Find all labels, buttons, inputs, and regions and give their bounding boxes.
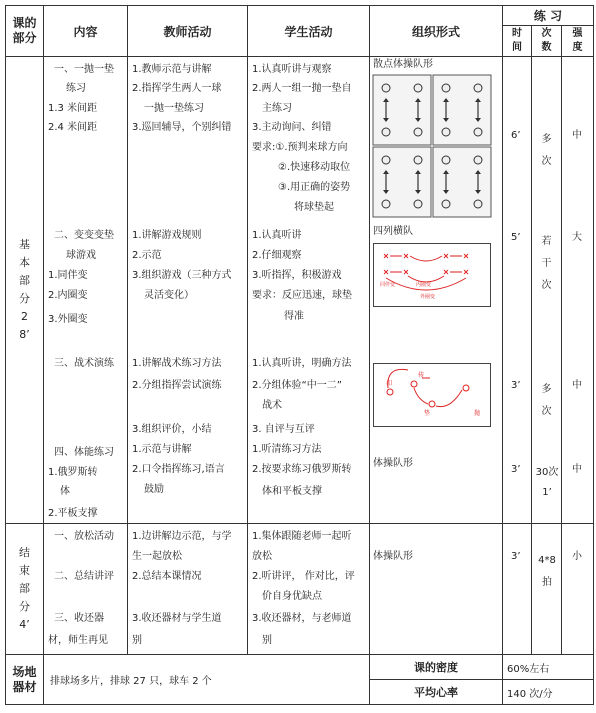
content-1-line: 2.4 米间距 bbox=[48, 122, 98, 133]
end-intensity: 小 bbox=[572, 551, 582, 562]
content-2-line: 1.同伴变 bbox=[48, 270, 88, 281]
end-content-line: 二、总结讲评 bbox=[54, 571, 114, 582]
toss-label: 抛 bbox=[474, 410, 481, 417]
teacher-2-line: 3.组织游戏（三种方式 bbox=[132, 270, 232, 281]
end-org-text: 体操队形 bbox=[373, 551, 413, 562]
lesson-plan-table bbox=[5, 5, 594, 705]
student-1-line: 3.主动询问、纠错 bbox=[252, 122, 332, 133]
content-1-line: 1.3 米间距 bbox=[48, 103, 98, 114]
teacher-4-line: 2.口令指挥练习,语言 bbox=[132, 464, 225, 475]
header-org: 组织形式 bbox=[370, 6, 503, 57]
teacher-1-line: 2.指挥学生两人一球 bbox=[132, 83, 222, 94]
density-value: 60%左右 bbox=[507, 663, 550, 675]
header-part: 课的部分 bbox=[6, 6, 44, 57]
student-1-line: 2.两人一组一抛一垫自 bbox=[252, 83, 352, 94]
end-student-line: 价自身优缺点 bbox=[262, 591, 322, 602]
student-3-line: 战术 bbox=[262, 400, 282, 411]
content-2-line: 球游戏 bbox=[66, 250, 96, 261]
header-teacher: 教师活动 bbox=[128, 6, 248, 57]
basic-content-cell bbox=[44, 57, 128, 524]
outer-change-label: 外圈变 bbox=[420, 294, 436, 300]
end-student-line: 别 bbox=[262, 635, 272, 646]
teacher-3-line: 1.讲解战术练习方法 bbox=[132, 358, 222, 369]
header-student: 学生活动 bbox=[248, 6, 370, 57]
intensity-3: 中 bbox=[572, 380, 582, 391]
end-teacher-cell bbox=[128, 524, 248, 655]
content-2-line: 2.内圈变 bbox=[48, 290, 88, 301]
end-teacher-line: 生一起放松 bbox=[132, 551, 182, 562]
end-org-cell bbox=[370, 524, 503, 655]
teacher-2-line: 2.示范 bbox=[132, 250, 162, 261]
teacher-1-line: 3.巡回辅导，个别纠错 bbox=[132, 122, 232, 133]
four-rows-diagram bbox=[373, 243, 491, 307]
spike-label: 扣 bbox=[386, 380, 393, 387]
teacher-1-line: 1.教师示范与讲解 bbox=[132, 64, 212, 75]
content-4-line: 2.平板支撑 bbox=[48, 508, 98, 519]
student-1-line: 将球垫起 bbox=[294, 202, 334, 213]
org-2-title: 四列横队 bbox=[373, 226, 413, 237]
student-2-line: 3.听指挥，积极游戏 bbox=[252, 270, 342, 281]
teacher-4-line: 3.组织评价，小结 bbox=[132, 424, 212, 435]
count-3: 多次 bbox=[541, 384, 552, 417]
student-3-line: 2.分组体验“中一二” bbox=[252, 380, 342, 391]
basic-intensity-cell bbox=[562, 57, 594, 524]
end-teacher-line: 别 bbox=[132, 635, 142, 646]
student-4-line: 1.听清练习方法 bbox=[252, 444, 322, 455]
count-4: 30次1’ bbox=[535, 467, 559, 498]
student-3-line: 1.认真听讲，明确方法 bbox=[252, 358, 352, 369]
hr-value: 140 次/分 bbox=[507, 688, 553, 700]
end-content-cell bbox=[44, 524, 128, 655]
student-4-line: 体和平板支撑 bbox=[262, 486, 322, 497]
content-3-line: 三、战术演练 bbox=[54, 358, 114, 369]
content-4-line: 1.俄罗斯转 bbox=[48, 467, 98, 478]
student-2-line: 2.仔细观察 bbox=[252, 250, 302, 261]
end-student-line: 1.集体跟随老师一起听 bbox=[252, 531, 352, 542]
teacher-2-line: 1.讲解游戏规则 bbox=[132, 230, 202, 241]
intensity-1: 中 bbox=[572, 130, 582, 141]
density-cell bbox=[503, 655, 594, 680]
end-content-line: 一、放松活动 bbox=[54, 531, 114, 542]
partner-change-label: 同伴变 bbox=[380, 282, 396, 288]
end-intensity-cell bbox=[562, 524, 594, 655]
header-count: 次数 bbox=[532, 26, 562, 57]
tactics-svg bbox=[374, 364, 490, 426]
header-practice: 练 习 bbox=[503, 6, 594, 26]
end-teacher-line: 1.边讲解边示范，与学 bbox=[132, 531, 232, 542]
content-2-line: 二、变变变垫 bbox=[54, 230, 114, 241]
content-4-line: 四、体能练习 bbox=[54, 447, 114, 458]
student-3-line: 3. 自评与互评 bbox=[252, 424, 315, 435]
student-2-line: 1.认真听讲 bbox=[252, 230, 302, 241]
end-time-cell bbox=[503, 524, 532, 655]
header-time: 时间 bbox=[503, 26, 532, 57]
intensity-4: 中 bbox=[572, 464, 582, 475]
end-student-cell bbox=[248, 524, 370, 655]
intensity-2: 大 bbox=[572, 232, 582, 243]
content-1-line: 练习 bbox=[66, 83, 86, 94]
student-1-line: 主练习 bbox=[262, 103, 292, 114]
student-2-line: 要求：反应迅速，球垫 bbox=[252, 290, 352, 301]
time-2: 5’ bbox=[511, 232, 521, 243]
content-2-line: 3.外圈变 bbox=[48, 314, 88, 325]
end-part-label: 结束部分4’ bbox=[6, 524, 44, 655]
end-student-line: 放松 bbox=[252, 551, 272, 562]
org-1-title: 散点体操队形 bbox=[373, 59, 433, 70]
hr-cell bbox=[503, 680, 594, 705]
scatter-formation-diagram bbox=[372, 74, 494, 222]
basic-part-label: 基本部分28’ bbox=[6, 57, 44, 524]
end-content-line: 三、收还器 bbox=[54, 613, 104, 624]
venue-text: 排球场多片，排球 27 只，球车 2 个 bbox=[50, 676, 212, 687]
student-1-line: ②.快速移动取位 bbox=[278, 162, 351, 173]
venue-cell bbox=[44, 655, 370, 705]
basic-time-cell bbox=[503, 57, 532, 524]
tactics-diagram bbox=[373, 363, 491, 427]
teacher-1-line: 一抛一垫练习 bbox=[144, 103, 204, 114]
end-time: 3’ bbox=[511, 551, 521, 562]
student-1-line: 1.认真听讲与观察 bbox=[252, 64, 332, 75]
basic-count-cell bbox=[532, 57, 562, 524]
content-1-line: 一、一抛一垫 bbox=[54, 64, 114, 75]
time-3: 3’ bbox=[511, 380, 521, 391]
count-1: 多次 bbox=[541, 134, 552, 167]
venue-label: 场地器材 bbox=[6, 655, 44, 705]
hr-label: 平均心率 bbox=[370, 680, 503, 705]
time-1: 6’ bbox=[511, 130, 521, 141]
student-1-line: 要求:①.预判来球方向 bbox=[252, 142, 348, 153]
teacher-4-line: 鼓励 bbox=[144, 484, 164, 495]
end-student-line: 3.收还器材，与老师道 bbox=[252, 613, 352, 624]
teacher-2-line: 灵活变化） bbox=[144, 290, 194, 301]
pass-label: 传 bbox=[418, 372, 425, 379]
inner-change-label: 内圈变 bbox=[416, 282, 432, 288]
end-count: 4*8拍 bbox=[538, 555, 556, 588]
student-4-line: 2.按要求练习俄罗斯转 bbox=[252, 464, 352, 475]
teacher-3-line: 2.分组指挥尝试演练 bbox=[132, 380, 222, 391]
end-content-line: 材，师生再见 bbox=[48, 635, 108, 646]
basic-teacher-cell bbox=[128, 57, 248, 524]
end-student-line: 2.听讲评， 作对比，评 bbox=[252, 571, 355, 582]
density-label: 课的密度 bbox=[370, 655, 503, 680]
basic-org-cell bbox=[370, 57, 503, 524]
header-intensity: 强度 bbox=[562, 26, 594, 57]
dig-label: 垫 bbox=[424, 410, 431, 417]
time-4: 3’ bbox=[511, 464, 521, 475]
end-count-cell bbox=[532, 524, 562, 655]
end-teacher-line: 3.收还器材与学生道 bbox=[132, 613, 222, 624]
student-1-line: ③.用正确的姿势 bbox=[278, 182, 351, 193]
student-2-line: 得准 bbox=[284, 311, 304, 322]
content-4-line: 体 bbox=[60, 486, 70, 497]
org-4-title: 体操队形 bbox=[373, 458, 413, 469]
teacher-4-line: 1.示范与讲解 bbox=[132, 444, 192, 455]
header-content: 内容 bbox=[44, 6, 128, 57]
count-2: 若干次 bbox=[541, 236, 552, 291]
end-teacher-line: 2.总结本课情况 bbox=[132, 571, 202, 582]
basic-student-cell bbox=[248, 57, 370, 524]
